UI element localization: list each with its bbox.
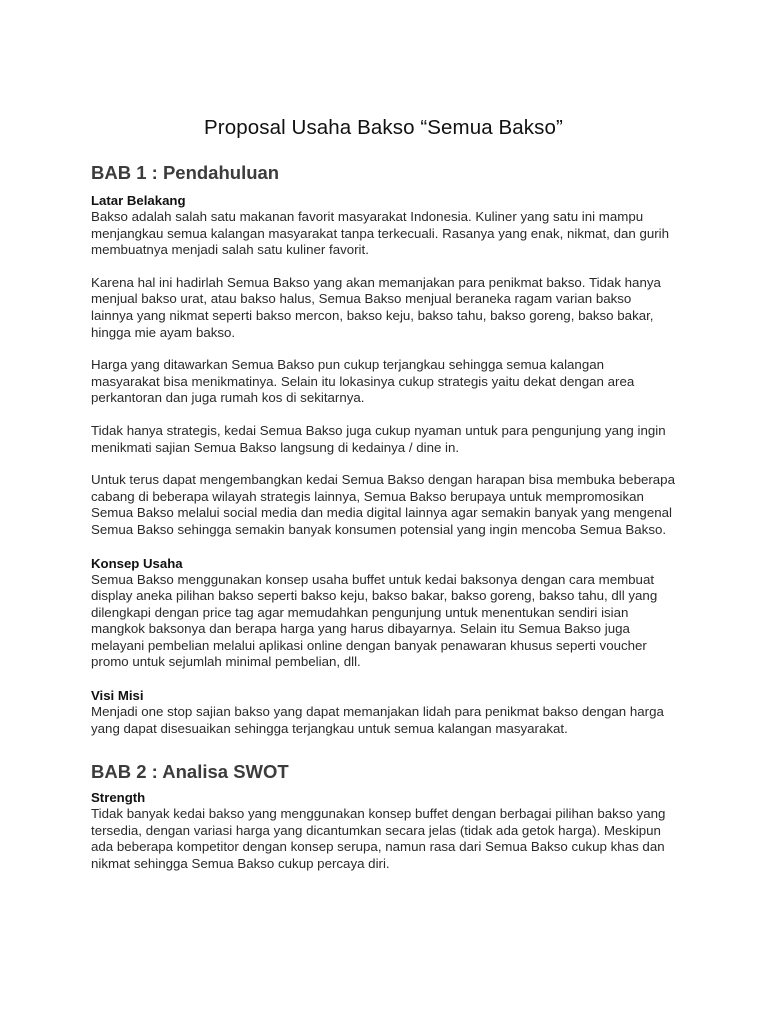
section-heading-strength: Strength: [91, 790, 146, 806]
paragraph: Semua Bakso menggunakan konsep usaha buffet untuk kedai baksonya dengan cara membuat display aneka pilihan bakso seperti bakso keju, bakso bakar, bakso goreng, bakso tahu, dll yang dilengkapi dengan price tag agar memudahkan pengunjung untuk menentukan sendiri isian mangkok baksonya dan berapa harga yang harus dibayarnya. Selain itu Semua Bakso juga melayani pembelian melalui aplikasi online dengan banyak penawaran khusus seperti voucher promo untuk sejumlah minimal pembelian, dll.: [91, 571, 658, 670]
paragraph: Karena hal ini hadirlah Semua Bakso yang akan memanjakan para penikmat bakso. Tidak hanya menjual bakso urat, atau bakso halus, Semua Bakso menjual beraneka ragam varian bakso lainnya yang nikmat seperti bakso mercon, bakso keju, bakso tahu, bakso goreng, bakso bakar, hingga mie ayam bakso.: [91, 274, 661, 340]
paragraph: Bakso adalah salah satu makanan favorit masyarakat Indonesia. Kuliner yang satu ini mampu menjangkau semua kalangan masyarakat tanpa terkecuali. Rasanya yang enak, nikmat, dan gurih membuatnya menjadi salah satu kuliner favorit.: [91, 209, 670, 258]
chapter-heading-bab1: BAB 1 : Pendahuluan: [91, 162, 280, 183]
document-title: Proposal Usaha Bakso “Semua Bakso”: [204, 116, 563, 139]
section-heading-konsep-usaha: Konsep Usaha: [91, 555, 183, 571]
paragraph: Menjadi one stop sajian bakso yang dapat memanjakan lidah para penikmat bakso dengan harga yang dapat disesuaikan sehingga terjangkau untuk semua kalangan masyarakat.: [91, 704, 664, 736]
section-heading-latar-belakang: Latar Belakang: [91, 193, 186, 208]
paragraph: Tidak hanya strategis, kedai Semua Bakso juga cukup nyaman untuk para pengunjung yang ingin menikmati sajian Semua Bakso langsung di kedainya / dine in.: [91, 422, 666, 455]
paragraph: Harga yang ditawarkan Semua Bakso pun cukup terjangkau sehingga semua kalangan masyarakat bisa menikmatinya. Selain itu lokasinya cukup strategis yaitu dekat dengan area perkantoran dan juga rumah kos di sekitarnya.: [91, 357, 635, 406]
chapter-heading-bab2: BAB 2 : Analisa SWOT: [91, 761, 289, 783]
paragraph: Untuk terus dapat mengembangkan kedai Semua Bakso dengan harapan bisa membuka beberapa cabang di beberapa wilayah strategis lainnya, Semua Bakso berupaya untuk mempromosikan Semua Bakso melalui social media dan media digital lainnya agar semakin banyak yang mengenal Semua Bakso sehingga semakin banyak konsumen potensial yang ingin mencoba Semua Bakso.: [91, 472, 675, 537]
paragraph: Tidak banyak kedai bakso yang menggunakan konsep buffet dengan berbagai pilihan bakso yang tersedia, dengan variasi harga yang dicantumkan secara jelas (tidak ada getok harga). Meskipun ada beberapa kompetitor dengan konsep serupa, namun rasa dari Semua Bakso cukup khas dan nikmat sehingga Semua Bakso cukup percaya diri.: [91, 806, 666, 872]
section-heading-visi-misi: Visi Misi: [91, 688, 144, 704]
